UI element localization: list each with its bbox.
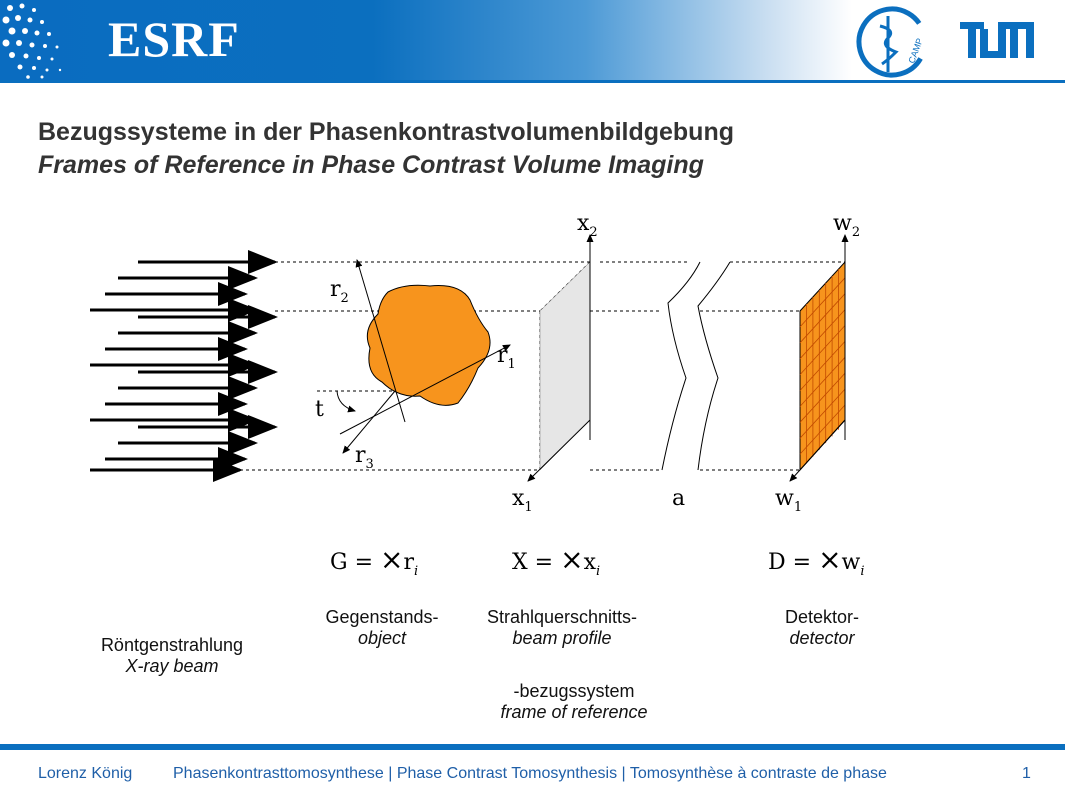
caption-detector — [752, 607, 892, 649]
detector-grid — [800, 262, 845, 470]
caption-detector-de: Detektor- — [784, 607, 860, 627]
label-x1: $x_1$ — [512, 486, 533, 515]
esrf-logo-text: ESRF — [108, 11, 240, 67]
caption-frame-de: -bezugssystem — [513, 681, 635, 701]
camp-logo-icon — [852, 4, 942, 80]
caption-beam-en: beam profile — [512, 628, 612, 648]
page-subtitle: Frames of Reference in Phase Contrast Volume Imaging — [38, 151, 704, 179]
caption-object — [300, 607, 464, 649]
label-a: a — [672, 486, 686, 511]
label-w2: $w_2$ — [833, 211, 861, 240]
caption-beam-de: Strahlquerschnitts- — [486, 607, 638, 627]
caption-frame-en: frame of reference — [500, 702, 648, 722]
caption-xray — [72, 635, 272, 677]
caption-xray-en: X-ray beam — [125, 656, 219, 676]
label-r2: $r_2$ — [330, 277, 349, 306]
beam-profile-plane — [540, 262, 590, 470]
label-t: t — [315, 397, 324, 422]
reference-frames-diagram — [0, 200, 1065, 620]
xray-beam-arrows — [90, 262, 275, 470]
page-title: Bezugssysteme in der Phasenkontrastvolumenbildgebung — [38, 118, 734, 146]
label-x2: $x_2$ — [577, 211, 598, 240]
formula-detector: $D = \times w_i$ — [768, 543, 865, 579]
header-divider — [0, 80, 1065, 83]
label-r3: $r_3$ — [355, 443, 374, 472]
break-lines — [662, 262, 730, 470]
footer-page-number: 1 — [1022, 765, 1031, 782]
caption-xray-de: Röntgenstrahlung — [100, 635, 244, 655]
esrf-logo-icon — [0, 0, 100, 80]
caption-object-de: Gegenstands- — [325, 607, 439, 627]
footer-author: Lorenz König — [38, 765, 133, 782]
caption-beam — [462, 607, 662, 649]
label-r1: $r_1$ — [497, 343, 516, 372]
formula-beam: $X = \times x_i$ — [512, 543, 601, 579]
formula-object: $G = \times r_i$ — [330, 543, 419, 579]
caption-object-en: object — [357, 628, 407, 648]
label-w1: $w_1$ — [775, 486, 803, 515]
footer-course: Phasenkontrasttomosynthese | Phase Contrast Tomosynthesis | Tomosynthèse à contraste de phase — [173, 765, 887, 782]
caption-detector-en: detector — [789, 628, 855, 648]
caption-frame — [474, 681, 674, 723]
camp-logo-text: CAMP — [906, 36, 925, 65]
footer-divider — [0, 744, 1065, 750]
tum-logo-icon — [960, 22, 1040, 62]
